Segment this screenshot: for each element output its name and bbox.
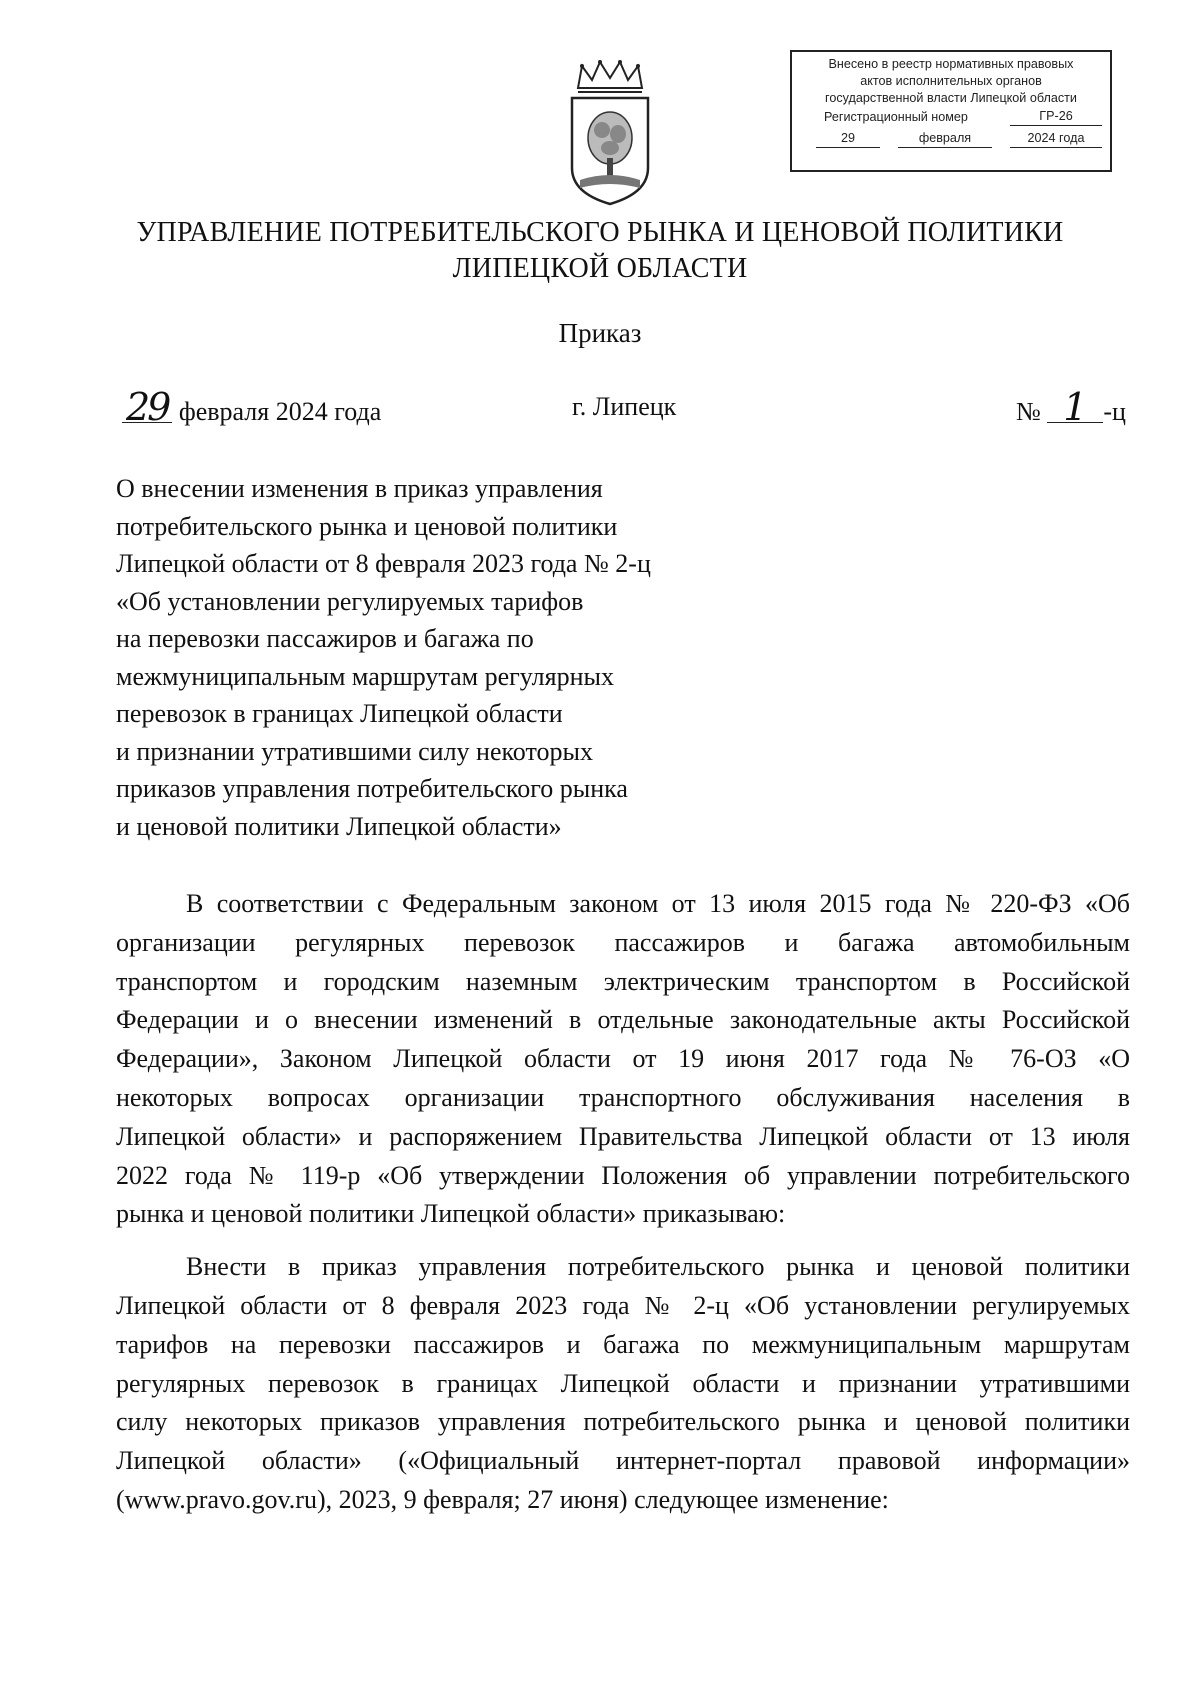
subject-line: Липецкой области от 8 февраля 2023 года № 2-ц (116, 549, 651, 578)
paragraph-line: некоторых вопросах организации транспортного обслуживания населения в (116, 1082, 1130, 1112)
stamp-line-3: государственной власти Липецкой области (825, 91, 1077, 105)
paragraph-line: В соответствии с Федеральным законом от 13 июля 2015 года № 220-ФЗ «Об (186, 889, 1130, 918)
number-prefix: № (1016, 397, 1041, 426)
subject-line: «Об установлении регулируемых тарифов (116, 586, 584, 616)
stamp-date-row (800, 130, 1102, 148)
paragraph-amendment (116, 1248, 1130, 1520)
subject-line: на перевозки пассажиров и багажа по (116, 624, 534, 653)
order-subject (116, 470, 651, 845)
order-number (1016, 385, 1126, 429)
order-body (116, 885, 1130, 1520)
stamp-registration-number: ГР-26 (1010, 108, 1102, 126)
subject-line: и ценовой политики Липецкой области» (116, 811, 562, 841)
paragraph-line: организации регулярных перевозок пассажиров и багажа автомобильным (116, 927, 1130, 957)
stamp-registration-row (800, 108, 1102, 126)
order-date (122, 385, 382, 429)
subject-line: перевозок в границах Липецкой области (116, 699, 563, 728)
paragraph-line: Липецкой области» («Официальный интернет-портал правовой информации» (116, 1446, 1130, 1476)
stamp-month: февраля (898, 130, 992, 148)
paragraph-line: регулярных перевозок в границах Липецкой области и признании утратившими (116, 1368, 1130, 1398)
stamp-line-1: Внесено в реестр нормативных правовых (828, 57, 1074, 71)
paragraph-line: Федерации и о внесении изменений в отдельные законодательные акты Российской (116, 1005, 1130, 1035)
agency-name (0, 215, 1200, 287)
subject-line: О внесении изменения в приказ управления (116, 474, 603, 503)
agency-name-line-1: УПРАВЛЕНИЕ ПОТРЕБИТЕЛЬСКОГО РЫНКА И ЦЕНОВОЙ ПОЛИТИКИ (136, 217, 1064, 248)
paragraph-line: 2022 года № 119-р «Об утверждении Положения об управлении потребительского (116, 1160, 1130, 1190)
paragraph-line: тарифов на перевозки пассажиров и багажа по межмуниципальным маршрутам (116, 1329, 1130, 1359)
subject-line: приказов управления потребительского рынка (116, 774, 628, 803)
stamp-day: 29 (816, 130, 880, 148)
paragraph-line: Липецкой области от 8 февраля 2023 года № 2-ц «Об установлении регулируемых (116, 1290, 1130, 1320)
paragraph-line: Липецкой области» и распоряжением Правительства Липецкой области от 13 июля (116, 1121, 1130, 1151)
coat-of-arms-emblem (560, 58, 660, 208)
subject-line: межмуниципальным маршрутам регулярных (116, 661, 614, 691)
stamp-year: 2024 года (1010, 130, 1102, 148)
paragraph-line: транспортом и городским наземным электрическим транспортом в Российской (116, 966, 1130, 996)
paragraph-line: силу некоторых приказов управления потребительского рынка и ценовой политики (116, 1407, 1130, 1437)
number-suffix: -ц (1103, 397, 1126, 426)
order-city: г. Липецк (572, 392, 677, 421)
stamp-registration-label: Регистрационный номер (824, 110, 968, 124)
handwritten-day: 29 (122, 392, 172, 423)
paragraph-line: рынка и ценовой политики Липецкой области» приказываю: (116, 1199, 786, 1229)
order-date-rest: февраля 2024 года (178, 397, 382, 426)
paragraph-line: (www.pravo.gov.ru), 2023, 9 февраля; 27 июня) следующее изменение: (116, 1484, 889, 1514)
agency-name-line-2: ЛИПЕЦКОЙ ОБЛАСТИ (452, 253, 748, 284)
paragraph-line: Внести в приказ управления потребительского рынка и ценовой политики (186, 1252, 1130, 1282)
stamp-line-2: актов исполнительных органов (860, 74, 1042, 88)
handwritten-number: 1 (1047, 392, 1103, 423)
paragraph-line: Федерации», Законом Липецкой области от 19 июня 2017 года № 76-ОЗ «О (116, 1044, 1130, 1074)
registry-stamp (790, 50, 1112, 172)
paragraph-legal-basis (116, 885, 1130, 1234)
subject-line: и признании утратившими силу некоторых (116, 736, 593, 766)
subject-line: потребительского рынка и ценовой политики (116, 511, 618, 541)
document-type: Приказ (558, 318, 642, 348)
